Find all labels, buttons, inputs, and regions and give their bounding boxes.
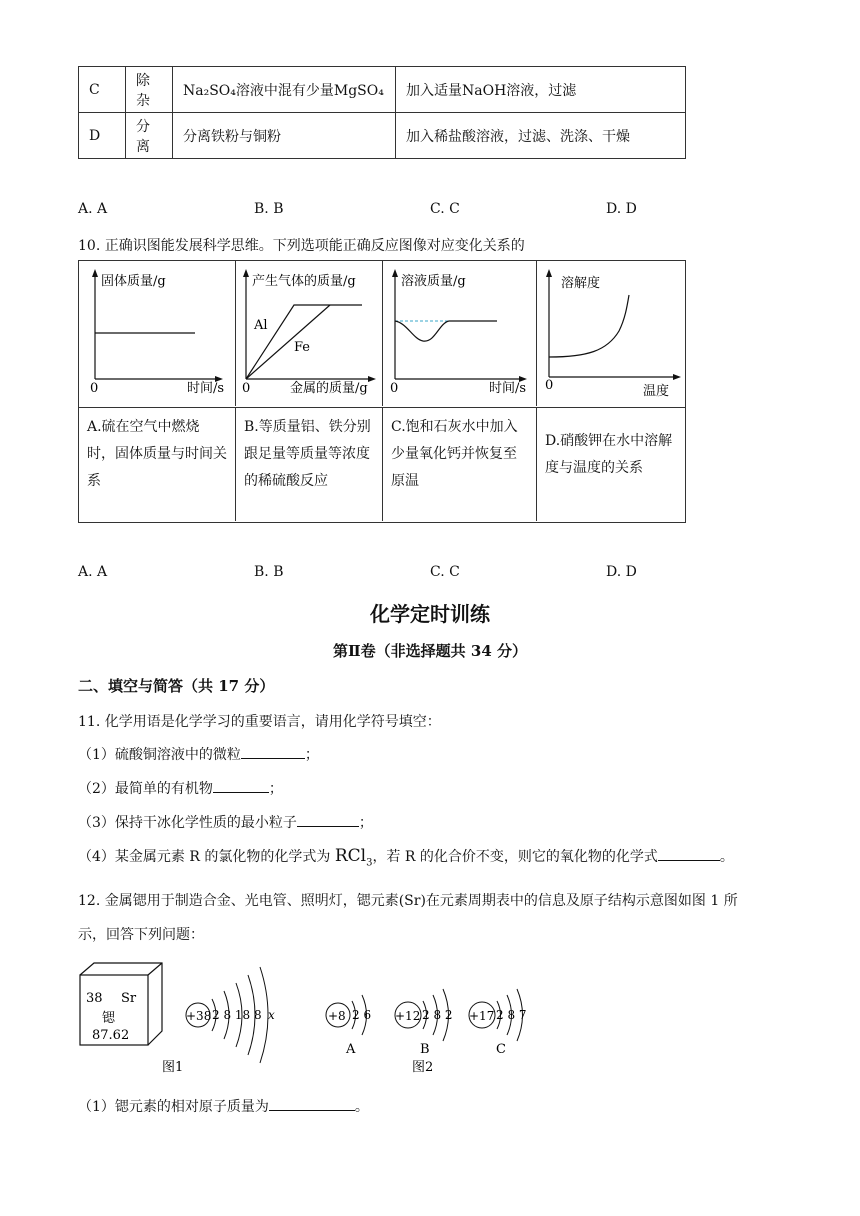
q10-option-a[interactable]: A. A [78, 564, 108, 580]
atom-a-nucleus: +8 [328, 1009, 346, 1023]
q11-item-3: （3）保持干冰化学性质的最小粒子 ； [78, 815, 373, 831]
q11-stem: 11. 化学用语是化学学习的重要语言，请用化学符号填空： [78, 714, 441, 730]
row-method: 分离 [126, 113, 173, 159]
graph-b-xlabel: 金属的质量/g [290, 381, 368, 396]
graph-a-ylabel: 固体质量/g [101, 274, 166, 289]
graph-c-xlabel: 时间/s [489, 381, 527, 396]
q11-item-2: （2）最简单的有机物 ； [78, 781, 283, 797]
graph-b-label-al: Al [254, 318, 268, 333]
q11-item-3-text: （3）保持干冰化学性质的最小粒子 [78, 815, 297, 831]
q9-option-d[interactable]: D. D [606, 201, 637, 217]
fig2-label: 图2 [412, 1060, 434, 1075]
row-letter: C [79, 67, 126, 113]
graph-d-xlabel: 温度 [643, 384, 670, 399]
graph-c-origin: 0 [390, 381, 399, 396]
row-sample: Na₂SO₄溶液中混有少量MgSO₄ [173, 67, 396, 113]
q10-option-b[interactable]: B. B [254, 564, 284, 580]
atom-b-nucleus: +12 [395, 1009, 421, 1023]
q11-item-1-text: （1）硫酸铜溶液中的微粒 [78, 747, 241, 763]
graph-a-origin: 0 [90, 381, 99, 396]
graph-b-ylabel: 产生气体的质量/g [252, 274, 356, 289]
q10-stem: 10. 正确识图能发展科学思维。下列选项能正确反应图像对应变化关系的 [78, 238, 525, 254]
graph-d-ylabel: 溶解度 [561, 276, 601, 291]
caption-d: D.硝酸钾在水中溶解度与温度的关系 [537, 407, 685, 521]
graph-b-origin: 0 [242, 381, 251, 396]
sr-x: x [268, 1008, 275, 1022]
section-title: 化学定时训练 [370, 602, 490, 626]
row-operation: 加入稀盐酸溶液，过滤、洗涤、干燥 [396, 113, 686, 159]
graph-a-xlabel: 时间/s [187, 381, 225, 396]
graph-d-svg [537, 261, 685, 406]
row-sample: 分离铁粉与铜粉 [173, 113, 396, 159]
answer-blank[interactable] [213, 792, 269, 793]
element-symbol: Sr [121, 991, 137, 1006]
graph-c-svg [383, 261, 536, 406]
q12-figures [78, 955, 548, 1080]
q11-item-4-tail: ，若 R 的化合价不变，则它的氧化物的化学式 [372, 849, 658, 865]
graph-b-svg [236, 261, 382, 406]
answer-blank[interactable] [241, 758, 305, 759]
atom-b-label: B [420, 1042, 430, 1057]
caption-a: A.硫在空气中燃烧时，固体质量与时间关系 [79, 407, 236, 521]
graph-a-svg [79, 261, 235, 406]
atom-c-diagram [469, 989, 527, 1057]
answer-blank[interactable] [269, 1110, 355, 1111]
formula-rcl3 [334, 846, 373, 869]
q10-option-d[interactable]: D. D [606, 564, 637, 580]
table-row [79, 67, 686, 113]
row-method: 除杂 [126, 67, 173, 113]
row-letter: D [79, 113, 126, 159]
atom-a-diagram [326, 995, 371, 1057]
graph-c-ylabel: 溶液质量/g [401, 274, 466, 289]
atom-a-shells: 2 6 [352, 1008, 372, 1022]
q9-table [78, 66, 686, 159]
q9-option-a[interactable]: A. A [78, 201, 108, 217]
q11-item-4: （4）某金属元素 R 的氯化物的化学式为 RCl$_3$，若 R 的化合价不变，则它的氧化物的化学式 。 [78, 846, 734, 869]
graph-b [236, 261, 383, 406]
q9-option-c[interactable]: C. C [430, 201, 460, 217]
formula-base: RCl [334, 846, 367, 866]
q10-graph-table [78, 260, 686, 523]
q9-option-b[interactable]: B. B [254, 201, 284, 217]
atom-c-nucleus: +17 [469, 1009, 495, 1023]
atom-c-shells: 2 8 7 [496, 1008, 527, 1022]
section-subtitle: 第Ⅱ卷（非选择题共 34 分） [333, 642, 527, 660]
part-heading: 二、填空与简答（共 17 分） [78, 677, 275, 695]
answer-blank[interactable] [658, 860, 720, 861]
sr-shells: 2 8 18 8 [212, 1008, 262, 1022]
atom-b-shells: 2 8 2 [422, 1008, 453, 1022]
q12-sub-1: （1）锶元素的相对原子质量为 。 [78, 1099, 369, 1115]
q10-option-c[interactable]: C. C [430, 564, 460, 580]
sr-atom-diagram [186, 967, 275, 1063]
graph-b-label-fe: Fe [294, 340, 311, 355]
q12-stem-2: 示，回答下列问题： [78, 927, 204, 943]
element-cell [80, 963, 162, 1045]
atom-c-label: C [496, 1042, 506, 1057]
q11-item-2-text: （2）最简单的有机物 [78, 781, 213, 797]
q12-sub-1-text: （1）锶元素的相对原子质量为 [78, 1099, 269, 1115]
table-row [79, 113, 686, 159]
graph-d-origin: 0 [545, 378, 554, 393]
q11-item-1: （1）硫酸铜溶液中的微粒 ； [78, 747, 319, 763]
graph-a [79, 261, 236, 406]
graph-c [383, 261, 537, 406]
element-number: 38 [86, 991, 103, 1006]
atom-a-label: A [346, 1042, 356, 1057]
caption-c: C.饱和石灰水中加入少量氧化钙并恢复至原温 [383, 407, 537, 521]
graph-d [537, 261, 685, 406]
atom-b-diagram [395, 989, 453, 1057]
q11-item-4-text: （4）某金属元素 R 的氯化物的化学式为 [78, 849, 331, 865]
q12-stem-1: 12. 金属锶用于制造合金、光电管、照明灯，锶元素(Sr)在元素周期表中的信息及原子结构示意图如图 1 所 [78, 893, 738, 909]
row-operation: 加入适量NaOH溶液，过滤 [396, 67, 686, 113]
element-name: 锶 [102, 1011, 116, 1026]
caption-b: B.等质量铝、铁分别跟足量等质量等浓度的稀硫酸反应 [236, 407, 383, 521]
fig1-label: 图1 [162, 1060, 184, 1075]
answer-blank[interactable] [297, 826, 359, 827]
element-mass: 87.62 [92, 1028, 130, 1043]
formula-sub: 3 [366, 857, 373, 869]
sr-nucleus: +38 [186, 1009, 212, 1023]
